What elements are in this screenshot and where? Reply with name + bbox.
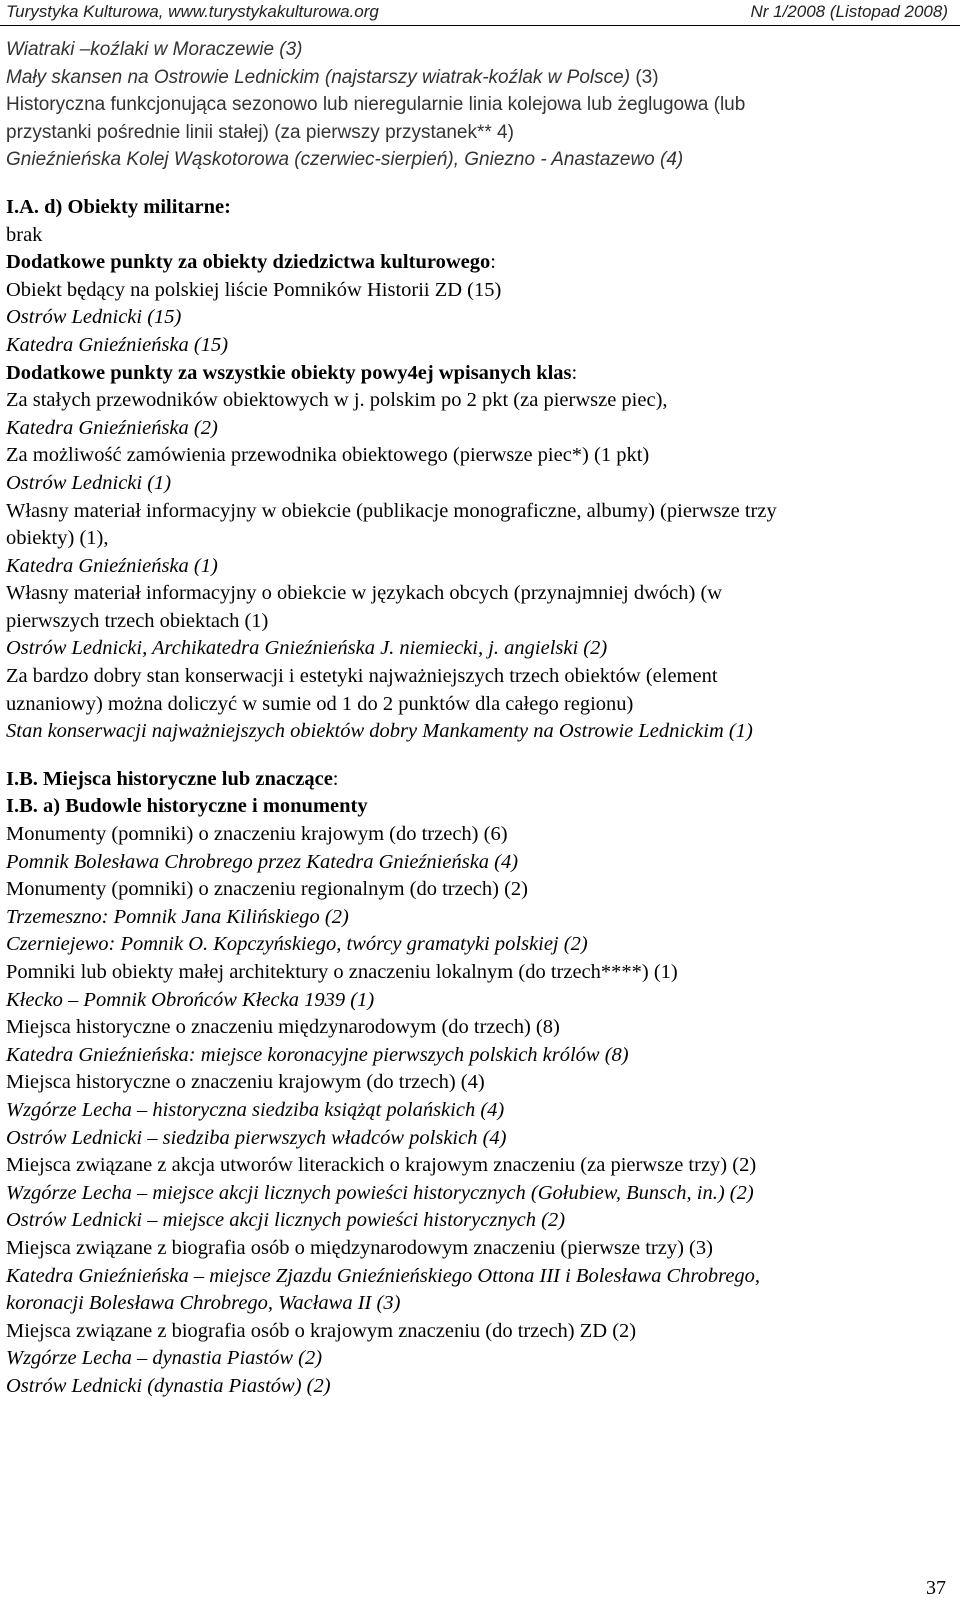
text-line: Za bardzo dobry stan konserwacji i estetyki najważniejszych trzech obiektów (element — [6, 665, 718, 688]
header-rule — [0, 25, 960, 26]
text-line: Za możliwość zamówienia przewodnika obiektowego (pierwsze piec*) (1 pkt) — [6, 444, 650, 467]
list-item: Miejsca historyczne o znaczeniu międzynarodowym (do trzech) (8) — [6, 1016, 560, 1039]
text-line: Katedra Gnieźnieńska (15) — [6, 333, 229, 356]
list-item: Ostrów Lednicki – siedziba pierwszych władców polskich (4) — [6, 1126, 507, 1149]
text-line: pierwszych trzech obiektach (1) — [6, 609, 269, 632]
page-header — [0, 0, 960, 26]
header-journal-title: Turystyka Kulturowa, www.turystykakulturowa.org — [6, 2, 379, 21]
list-item: Miejsca związane z biografia osób o krajowym znaczeniu (do trzech) ZD (2) — [6, 1319, 637, 1342]
list-item: Pomnik Bolesława Chrobrego przez Katedra Gnieźnieńska (4) — [6, 850, 519, 873]
section-ib-list — [6, 821, 951, 1400]
text-line: Historyczna funkcjonująca sezonowo lub nieregularnie linia kolejowa lub żeglugowa (lub — [6, 94, 746, 116]
text-line: obiekty) (1), — [6, 527, 109, 550]
subheading: Dodatkowe punkty za obiekty dziedzictwa kulturowego — [6, 251, 491, 274]
text-line: Ostrów Lednicki (1) — [6, 471, 172, 494]
header-issue-number: Nr 1/2008 (Listopad 2008) — [750, 2, 948, 21]
colon: : — [490, 251, 496, 274]
list-item: Czerniejewo: Pomnik O. Kopczyńskiego, twórcy gramatyki polskiej (2) — [6, 933, 588, 956]
list-item: Ostrów Lednicki (dynastia Piastów) (2) — [6, 1374, 331, 1397]
list-item: Katedra Gnieźnieńska: miejsce koronacyjne pierwszych polskich królów (8) — [6, 1043, 629, 1066]
text-line — [6, 249, 951, 277]
page-number: 37 — [926, 1577, 946, 1599]
subheading: I.B. a) Budowle historyczne i monumenty — [6, 795, 368, 818]
colon: : — [332, 767, 339, 790]
text-line: Wiatraki –koźlaki w Moraczewie (3) — [6, 39, 303, 60]
text-line: Własny materiał informacyjny o obiekcie w językach obcych (przynajmniej dwóch) (w — [6, 582, 723, 605]
list-item: Katedra Gnieźnieńska – miejsce Zjazdu Gnieźnieńskiego Ottona III i Bolesława Chrobrego, — [6, 1264, 761, 1287]
list-item: Ostrów Lednicki – miejsce akcji licznych powieści historycznych (2) — [6, 1209, 566, 1232]
list-item: Miejsca związane z akcja utworów literackich o krajowym znaczeniu (za pierwsze trzy) (2) — [6, 1154, 757, 1177]
list-item: Wzgórze Lecha – dynastia Piastów (2) — [6, 1347, 323, 1370]
text-line — [6, 766, 951, 794]
section-heading: I.B. Miejsca historyczne lub znaczące — [6, 767, 333, 790]
section-heading: I.A. d) Obiekty militarne: — [6, 195, 231, 218]
list-item: Wzgórze Lecha – historyczna siedziba książąt polańskich (4) — [6, 1098, 505, 1121]
text-line: Własny materiał informacyjny w obiekcie (publikacje monograficzne, albumy) (pierwsze trzy — [6, 499, 777, 522]
list-item: Monumenty (pomniki) o znaczeniu regionalnym (do trzech) (2) — [6, 878, 529, 901]
list-item: Kłecko – Pomnik Obrońców Kłecka 1939 (1) — [6, 988, 375, 1011]
list-item: Wzgórze Lecha – miejsce akcji licznych powieści historycznych (Gołubiew, Bunsch, in.) (2) — [6, 1181, 754, 1204]
text-line: uznaniowy) można doliczyć w sumie od 1 do 2 punktów dla całego regionu) — [6, 692, 634, 715]
text-line: Katedra Gnieźnieńska (1) — [6, 554, 218, 577]
list-item: koronacji Bolesława Chrobrego, Wacława II (3) — [6, 1292, 401, 1315]
text-line: Za stałych przewodników obiektowych w j. polskim po 2 pkt (za pierwsze piec), — [6, 389, 668, 412]
text-fragment: Mały skansen na Ostrowie Lednickim (najstarszy wiatrak-koźlak w Polsce) — [6, 66, 631, 88]
colon: : — [571, 361, 578, 384]
text-line: Ostrów Lednicki, Archikatedra Gnieźnieńska J. niemiecki, j. angielski (2) — [6, 637, 608, 660]
text-line: przystanki pośrednie linii stałej) (za pierwszy przystanek** 4) — [6, 121, 514, 143]
text-line: Katedra Gnieźnieńska (2) — [6, 416, 218, 439]
text-line: Stan konserwacji najważniejszych obiektów dobry Mankamenty na Ostrowie Lednickim (1) — [6, 720, 753, 743]
text-line: Ostrów Lednicki (15) — [6, 306, 182, 329]
list-item: Miejsca związane z biografia osób o międzynarodowym znaczeniu (pierwsze trzy) (3) — [6, 1236, 713, 1259]
text-line: Obiekt będący na polskiej liście Pomników Historii ZD (15) — [6, 278, 502, 301]
list-item: Miejsca historyczne o znaczeniu krajowym (do trzech) (4) — [6, 1071, 485, 1094]
list-item: Trzemeszno: Pomnik Jana Kilińskiego (2) — [6, 905, 349, 928]
text-fragment: (3) — [635, 66, 659, 88]
text-line — [6, 64, 951, 92]
document-body — [6, 36, 951, 1401]
text-line — [6, 360, 951, 388]
text-line: Gnieźnieńska Kolej Wąskotorowa (czerwiec-sierpień), Gniezno - Anastazewo (4) — [6, 149, 684, 171]
list-item: Monumenty (pomniki) o znaczeniu krajowym (do trzech) (6) — [6, 823, 508, 846]
list-item: Pomniki lub obiekty małej architektury o znaczeniu lokalnym (do trzech****) (1) — [6, 961, 678, 983]
text-line: brak — [6, 223, 43, 246]
subheading: Dodatkowe punkty za wszystkie obiekty powy4ej wpisanych klas — [6, 361, 572, 384]
